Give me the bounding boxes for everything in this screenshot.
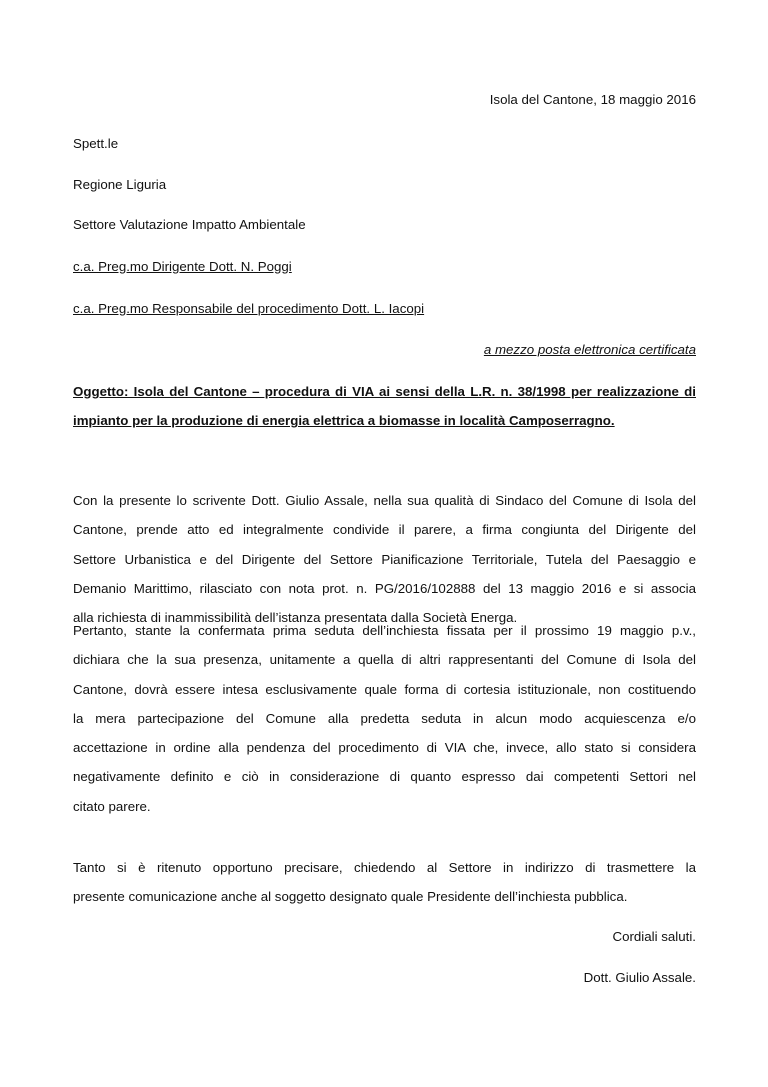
paragraph-line: Con la presente lo scrivente Dott. Giulio Assale, nella sua qualità di Sindaco del Comune di Isola del xyxy=(73,493,696,508)
paragraph-line: Demanio Marittimo, rilasciato con nota prot. n. PG/2016/102888 del 13 maggio 2016 e si associa xyxy=(73,580,696,596)
body-paragraph-1 xyxy=(73,486,696,632)
subject-line: impianto per la produzione di energia elettrica a biomasse in località Camposerragno. xyxy=(73,413,615,429)
recipient-sector: Settore Valutazione Impatto Ambientale xyxy=(73,217,306,232)
paragraph-line: Settore Urbanistica e del Dirigente del Settore Pianificazione Territoriale, Tutela del Paesaggio e xyxy=(73,551,696,567)
paragraph-line: presente comunicazione anche al soggetto designato quale Presidente dell’inchiesta pubblica. xyxy=(73,889,628,905)
paragraph-line: dichiara che la sua presenza, unitamente a quella di altri rappresentanti del Comune di Isola del xyxy=(73,652,696,668)
paragraph-line: alla richiesta di inammissibilità dell’istanza presentata dalla Società Energa. xyxy=(73,610,518,626)
paragraph-line: la mera partecipazione del Comune alla predetta seduta in alcun modo acquiescenza e/o xyxy=(73,710,696,726)
signature: Dott. Giulio Assale. xyxy=(583,970,696,985)
body-paragraph-3 xyxy=(73,853,696,912)
place-date: Isola del Cantone, 18 maggio 2016 xyxy=(489,92,696,107)
paragraph-line: Cantone, prende atto ed integralmente condivide il parere, a firma congiunta del Dirigente del xyxy=(73,522,696,538)
paragraph-line: accettazione in ordine alla pendenza del procedimento di VIA che, invece, allo stato si considera xyxy=(73,740,696,756)
paragraph-line: Tanto si è ritenuto opportuno precisare, chiedendo al Settore in indirizzo di trasmettere la xyxy=(73,860,696,875)
subject-line: Oggetto: Isola del Cantone – procedura di VIA ai sensi della L.R. n. 38/1998 per realizzazione di xyxy=(73,384,696,399)
paragraph-line: negativamente definito e ciò in considerazione di quanto espresso dai competenti Settori nel xyxy=(73,769,696,785)
subject-block xyxy=(73,377,696,436)
closing-greeting: Cordiali saluti. xyxy=(612,929,696,944)
recipient-attn-responsabile: c.a. Preg.mo Responsabile del procedimento Dott. L. Iacopi xyxy=(73,301,425,316)
paragraph-line: Cantone, dovrà essere intesa esclusivamente quale forma di cortesia istituzionale, non costituendo xyxy=(73,681,696,697)
paragraph-line: citato parere. xyxy=(73,798,151,814)
body-paragraph-2 xyxy=(73,616,696,821)
recipient-attn-dirigente: c.a. Preg.mo Dirigente Dott. N. Poggi xyxy=(73,259,292,274)
recipient-org: Regione Liguria xyxy=(73,177,167,192)
delivery-method: a mezzo posta elettronica certificata xyxy=(483,342,696,357)
recipient-salutation: Spett.le xyxy=(73,136,119,151)
paragraph-line: Pertanto, stante la confermata prima seduta dell’inchiesta fissata per il prossimo 19 maggio p.v., xyxy=(73,623,696,638)
